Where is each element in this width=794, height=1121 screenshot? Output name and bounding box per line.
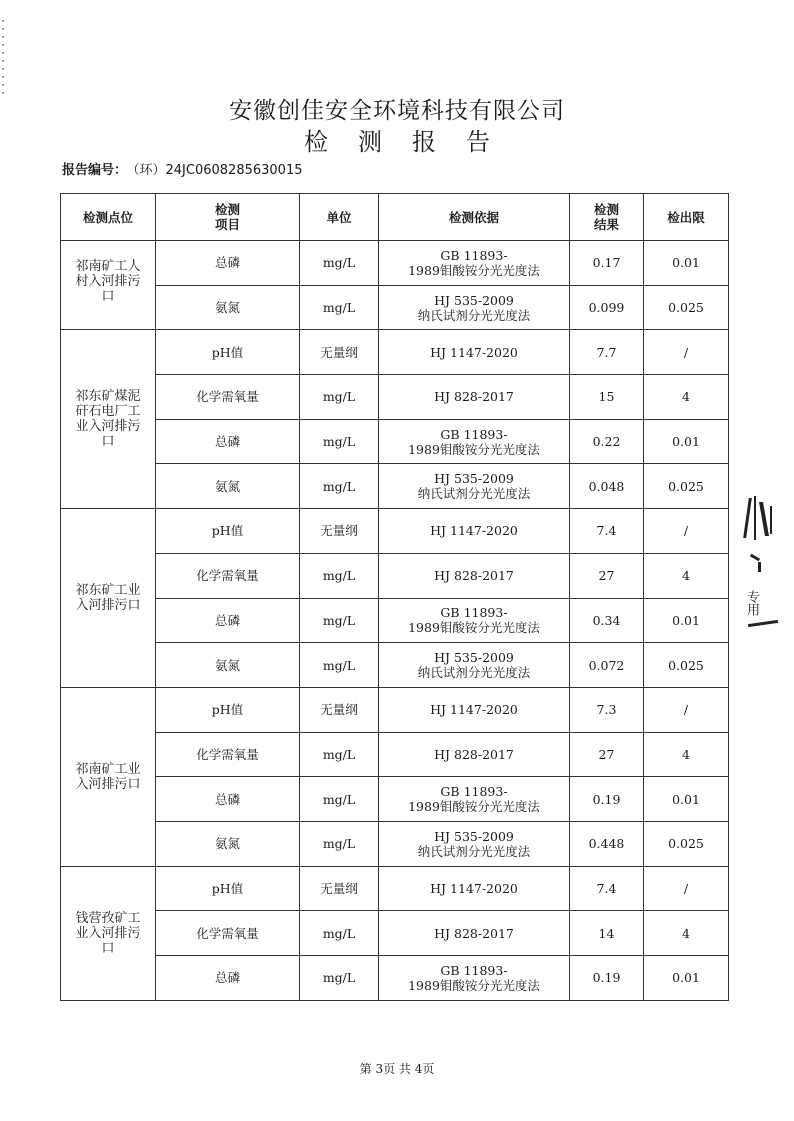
cell-basis: HJ 535-2009 纳氏试剂分光光度法: [379, 821, 570, 866]
cell-result: 0.22: [570, 419, 644, 464]
sampling-site-label: 祁南矿工业 入河排污口: [75, 761, 141, 792]
column-header: 单位: [300, 194, 379, 241]
sampling-site-label: 祁东矿工业 入河排污口: [75, 583, 141, 613]
table-row: [61, 509, 729, 554]
cell-limit: 0.01: [644, 241, 729, 286]
cell-unit: mg/L: [300, 419, 379, 464]
table-row: [61, 687, 729, 732]
column-header: 检测 项目: [156, 194, 300, 241]
page-number: 第 3页 共 4页: [359, 1062, 435, 1076]
cell-unit: mg/L: [300, 375, 379, 420]
cell-item: 化学需氧量: [156, 375, 300, 420]
cell-result: 0.099: [570, 285, 644, 330]
cell-limit: /: [644, 866, 729, 911]
cell-result: 0.072: [570, 643, 644, 688]
table-row: [61, 285, 729, 330]
cell-item: 化学需氧量: [156, 911, 300, 956]
report-number-label: 报告编号：: [62, 163, 128, 178]
table-row: [61, 643, 729, 688]
cell-limit: 0.01: [644, 956, 729, 1001]
cell-unit: 无量纲: [300, 509, 379, 554]
cell-basis: HJ 828-2017: [379, 553, 570, 598]
column-header: 检测点位: [61, 194, 156, 241]
cell-result: 15: [570, 375, 644, 420]
cell-item: 氨氮: [156, 285, 300, 330]
cell-limit: 0.025: [644, 643, 729, 688]
sampling-site-label: 祁南矿工人 村入河排污 口: [75, 258, 141, 304]
sampling-site: [61, 509, 156, 688]
cell-result: 0.17: [570, 241, 644, 286]
column-header: 检测依据: [379, 194, 570, 241]
column-header: 检测 结果: [570, 194, 644, 241]
table-row: [61, 598, 729, 643]
cell-basis: HJ 1147-2020: [379, 687, 570, 732]
cell-basis: GB 11893- 1989钼酸铵分光光度法: [379, 956, 570, 1001]
table-row: [61, 241, 729, 286]
cell-unit: 无量纲: [300, 330, 379, 375]
table-row: [61, 821, 729, 866]
cell-item: pH值: [156, 866, 300, 911]
table-row: [61, 375, 729, 420]
cell-result: 0.19: [570, 956, 644, 1001]
cell-limit: 0.025: [644, 821, 729, 866]
cell-result: 7.3: [570, 687, 644, 732]
cell-item: 总磷: [156, 777, 300, 822]
seal-text: 专用: [744, 590, 759, 616]
cell-basis: GB 11893- 1989钼酸铵分光光度法: [379, 598, 570, 643]
cell-unit: mg/L: [300, 821, 379, 866]
cell-item: 氨氮: [156, 643, 300, 688]
cell-item: 氨氮: [156, 821, 300, 866]
sampling-site-label: 钱营孜矿工 业入河排污 口: [75, 910, 141, 956]
cell-basis: GB 11893- 1989钼酸铵分光光度法: [379, 777, 570, 822]
scan-edge-marks: [2, 20, 4, 100]
cell-basis: HJ 535-2009 纳氏试剂分光光度法: [379, 464, 570, 509]
table-row: [61, 419, 729, 464]
cell-item: pH值: [156, 330, 300, 375]
cell-basis: HJ 1147-2020: [379, 330, 570, 375]
cell-unit: mg/L: [300, 777, 379, 822]
cell-result: 0.19: [570, 777, 644, 822]
sampling-site: [61, 866, 156, 1000]
cell-result: 27: [570, 553, 644, 598]
table-row: [61, 956, 729, 1001]
cell-unit: mg/L: [300, 464, 379, 509]
cell-item: pH值: [156, 509, 300, 554]
table-row: [61, 553, 729, 598]
column-header: 检出限: [644, 194, 729, 241]
cell-unit: 无量纲: [300, 866, 379, 911]
table-body: [61, 241, 729, 1001]
table-row: [61, 777, 729, 822]
table-header-row: [61, 194, 729, 241]
cell-basis: GB 11893- 1989钼酸铵分光光度法: [379, 419, 570, 464]
cell-result: 7.4: [570, 509, 644, 554]
cell-item: 氨氮: [156, 464, 300, 509]
cell-item: 总磷: [156, 241, 300, 286]
cell-result: 27: [570, 732, 644, 777]
report-number: [62, 159, 303, 178]
cell-limit: /: [644, 509, 729, 554]
cell-unit: mg/L: [300, 911, 379, 956]
cell-item: 总磷: [156, 956, 300, 1001]
cell-limit: /: [644, 687, 729, 732]
cell-limit: 4: [644, 911, 729, 956]
cell-limit: /: [644, 330, 729, 375]
cell-unit: mg/L: [300, 553, 379, 598]
table-row: [61, 911, 729, 956]
table-row: [61, 330, 729, 375]
report-number-value: （环）24JC0608285630015: [133, 163, 303, 178]
cell-item: 化学需氧量: [156, 732, 300, 777]
table-row: [61, 732, 729, 777]
cell-limit: 4: [644, 732, 729, 777]
cell-limit: 0.01: [644, 598, 729, 643]
cell-unit: mg/L: [300, 285, 379, 330]
cell-limit: 0.025: [644, 464, 729, 509]
cell-result: 0.448: [570, 821, 644, 866]
cell-basis: HJ 828-2017: [379, 911, 570, 956]
cell-basis: HJ 535-2009 纳氏试剂分光光度法: [379, 643, 570, 688]
cell-result: 0.34: [570, 598, 644, 643]
cell-item: 总磷: [156, 419, 300, 464]
cell-unit: mg/L: [300, 241, 379, 286]
cell-basis: HJ 535-2009 纳氏试剂分光光度法: [379, 285, 570, 330]
sampling-site: [61, 330, 156, 509]
cell-unit: 无量纲: [300, 687, 379, 732]
cell-limit: 4: [644, 375, 729, 420]
results-table: [60, 193, 729, 1001]
cell-result: 7.4: [570, 866, 644, 911]
cell-result: 0.048: [570, 464, 644, 509]
company-name: 安徽创佳安全环境科技有限公司: [229, 98, 565, 124]
report-title: 检测报告: [304, 128, 520, 156]
cell-result: 14: [570, 911, 644, 956]
table-row: [61, 464, 729, 509]
cell-limit: 0.025: [644, 285, 729, 330]
cell-unit: mg/L: [300, 643, 379, 688]
table-row: [61, 866, 729, 911]
sampling-site-label: 祁东矿煤泥 矸石电厂工 业入河排污 口: [75, 389, 141, 450]
cell-item: pH值: [156, 687, 300, 732]
cell-basis: HJ 828-2017: [379, 375, 570, 420]
cell-result: 7.7: [570, 330, 644, 375]
cell-item: 化学需氧量: [156, 553, 300, 598]
cell-unit: mg/L: [300, 956, 379, 1001]
cell-basis: HJ 828-2017: [379, 732, 570, 777]
cell-unit: mg/L: [300, 732, 379, 777]
cell-basis: HJ 1147-2020: [379, 866, 570, 911]
cell-limit: 0.01: [644, 419, 729, 464]
sampling-site: [61, 687, 156, 866]
cell-basis: GB 11893- 1989钼酸铵分光光度法: [379, 241, 570, 286]
cell-basis: HJ 1147-2020: [379, 509, 570, 554]
sampling-site: [61, 241, 156, 330]
cell-unit: mg/L: [300, 598, 379, 643]
cell-limit: 0.01: [644, 777, 729, 822]
cell-item: 总磷: [156, 598, 300, 643]
cell-limit: 4: [644, 553, 729, 598]
seal-stamp: [740, 490, 788, 650]
